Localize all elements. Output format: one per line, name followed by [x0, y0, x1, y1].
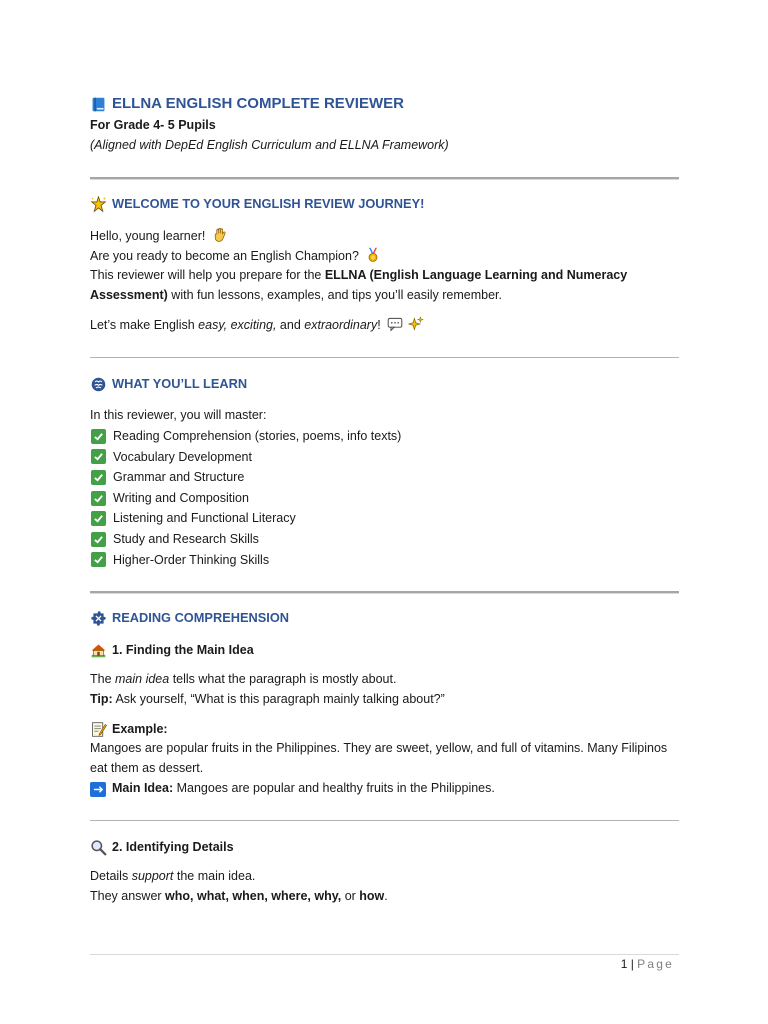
page-label: Page: [637, 957, 674, 971]
list-item: [90, 426, 680, 447]
alignment-note: (Aligned with DepEd English Curriculum and ELLNA Framework): [90, 138, 449, 152]
description-prefix: This reviewer will help you prepare for the: [90, 268, 325, 282]
list-item-label: Grammar and Structure: [113, 470, 245, 485]
tip-text: Ask yourself, “What is this paragraph mainly talking about?”: [112, 692, 445, 706]
list-item: [90, 488, 680, 509]
lets-end: !: [377, 318, 381, 332]
memo-icon: [90, 721, 107, 738]
reading-section: [90, 608, 680, 798]
ellna-full-name: ELLNA (English Language Learning and Numeracy Assessment): [90, 268, 628, 302]
learn-heading-text: WHAT YOU’LL LEARN: [112, 376, 248, 391]
period: .: [384, 889, 388, 903]
details-questions: [90, 886, 680, 906]
medal-icon: [365, 247, 381, 263]
checkmark-icon: [91, 449, 106, 464]
main-idea-heading: [90, 640, 680, 660]
or-word: or: [341, 889, 360, 903]
details-definition: [90, 866, 680, 886]
list-item-label: Reading Comprehension (stories, poems, info texts): [113, 429, 402, 443]
list-item: [90, 447, 680, 468]
checkmark-icon: [91, 532, 106, 547]
greeting-text: Hello, young learner!: [90, 229, 206, 243]
sparkle-star-icon: [90, 196, 107, 213]
details-heading-text: 2. Identifying Details: [112, 840, 234, 854]
lets-easy: easy, exciting,: [198, 318, 277, 332]
main-idea-text: Mangoes are popular and healthy fruits in the Philippines.: [173, 781, 495, 795]
blue-book-icon: [90, 96, 107, 113]
welcome-heading-text: WELCOME TO YOUR ENGLISH REVIEW JOURNEY!: [112, 196, 425, 211]
reading-heading-text: READING COMPREHENSION: [112, 610, 290, 625]
checkmark-icon: [91, 470, 106, 485]
lets-extraordinary: extraordinary: [304, 318, 378, 332]
lets-make-english-line: [90, 315, 680, 335]
list-item-label: Higher-Order Thinking Skills: [113, 552, 270, 567]
welcome-section: [90, 194, 680, 335]
details-rest: the main idea.: [173, 869, 256, 883]
title-text: ELLNA ENGLISH COMPLETE REVIEWER: [112, 95, 404, 112]
list-item-label: Writing and Composition: [113, 490, 249, 505]
footer-separator: |: [627, 957, 638, 971]
list-item: [90, 508, 680, 529]
checkmark-icon: [91, 491, 106, 506]
section-divider: [90, 357, 679, 358]
champion-line: [90, 246, 680, 266]
answer-prefix: They answer: [90, 889, 166, 903]
lets-prefix: Let’s make English: [90, 318, 199, 332]
support-term: support: [131, 869, 174, 883]
puzzle-icon: [90, 610, 107, 627]
example-heading: [90, 719, 680, 739]
house-icon: [90, 642, 107, 659]
learn-section: [90, 374, 680, 570]
champion-question: Are you ready to become an English Champion?: [90, 249, 359, 263]
list-item-label: Study and Research Skills: [113, 531, 259, 546]
details-section: [90, 837, 680, 906]
list-item: [90, 529, 680, 550]
how-word: how: [359, 889, 385, 903]
main-idea-term: main idea: [115, 672, 170, 686]
list-item-label: Vocabulary Development: [113, 449, 252, 464]
speech-bubble-icon: [387, 316, 403, 332]
reviewer-description: [90, 266, 630, 305]
section-divider: [90, 591, 679, 594]
main-idea-label: Main Idea:: [112, 781, 174, 795]
sparkles-icon: [408, 316, 424, 332]
checkmark-icon: [91, 552, 106, 567]
waving-hand-icon: [212, 227, 228, 243]
page-number: 1: [620, 957, 628, 971]
greeting-line: [90, 226, 680, 246]
grade-subtitle: For Grade 4- 5 Pupils: [90, 118, 216, 132]
description-suffix: with fun lessons, examples, and tips you’ll easily remember.: [167, 287, 503, 302]
checkmark-icon: [91, 429, 106, 444]
learn-heading: [90, 374, 680, 394]
section-divider: [90, 177, 679, 180]
welcome-heading: [90, 194, 680, 214]
example-paragraph: Mangoes are popular fruits in the Philippines. They are sweet, yellow, and full of vitamins. Many Filipinos eat them as dessert.: [90, 741, 668, 775]
tip-line: [90, 689, 680, 709]
learn-intro: In this reviewer, you will master:: [90, 408, 267, 422]
document-title: [90, 94, 680, 114]
lets-and: and: [276, 318, 305, 332]
main-idea-definition: [90, 669, 680, 689]
tip-label: Tip:: [90, 692, 113, 706]
header: [90, 94, 680, 155]
right-arrow-icon: [90, 782, 106, 797]
details-heading: [90, 837, 680, 857]
example-label: Example:: [112, 722, 168, 736]
list-item: [90, 467, 680, 488]
details-prefix: Details: [90, 869, 132, 883]
checkmark-icon: [91, 511, 106, 526]
magnifier-icon: [90, 839, 107, 856]
wh-words: who, what, when, where, why,: [165, 889, 342, 903]
footer-divider: [90, 954, 679, 955]
section-divider: [90, 820, 679, 821]
page-footer: [621, 956, 674, 972]
learn-checklist: [90, 426, 680, 570]
brain-icon: [90, 376, 107, 393]
main-idea-heading-text: 1. Finding the Main Idea: [112, 643, 254, 657]
definition-rest: tells what the paragraph is mostly about.: [169, 672, 397, 686]
main-idea-answer: [90, 778, 680, 798]
list-item-label: Listening and Functional Literacy: [113, 511, 296, 526]
definition-prefix: The: [90, 672, 116, 686]
reading-heading: [90, 608, 680, 628]
list-item: [90, 550, 680, 571]
